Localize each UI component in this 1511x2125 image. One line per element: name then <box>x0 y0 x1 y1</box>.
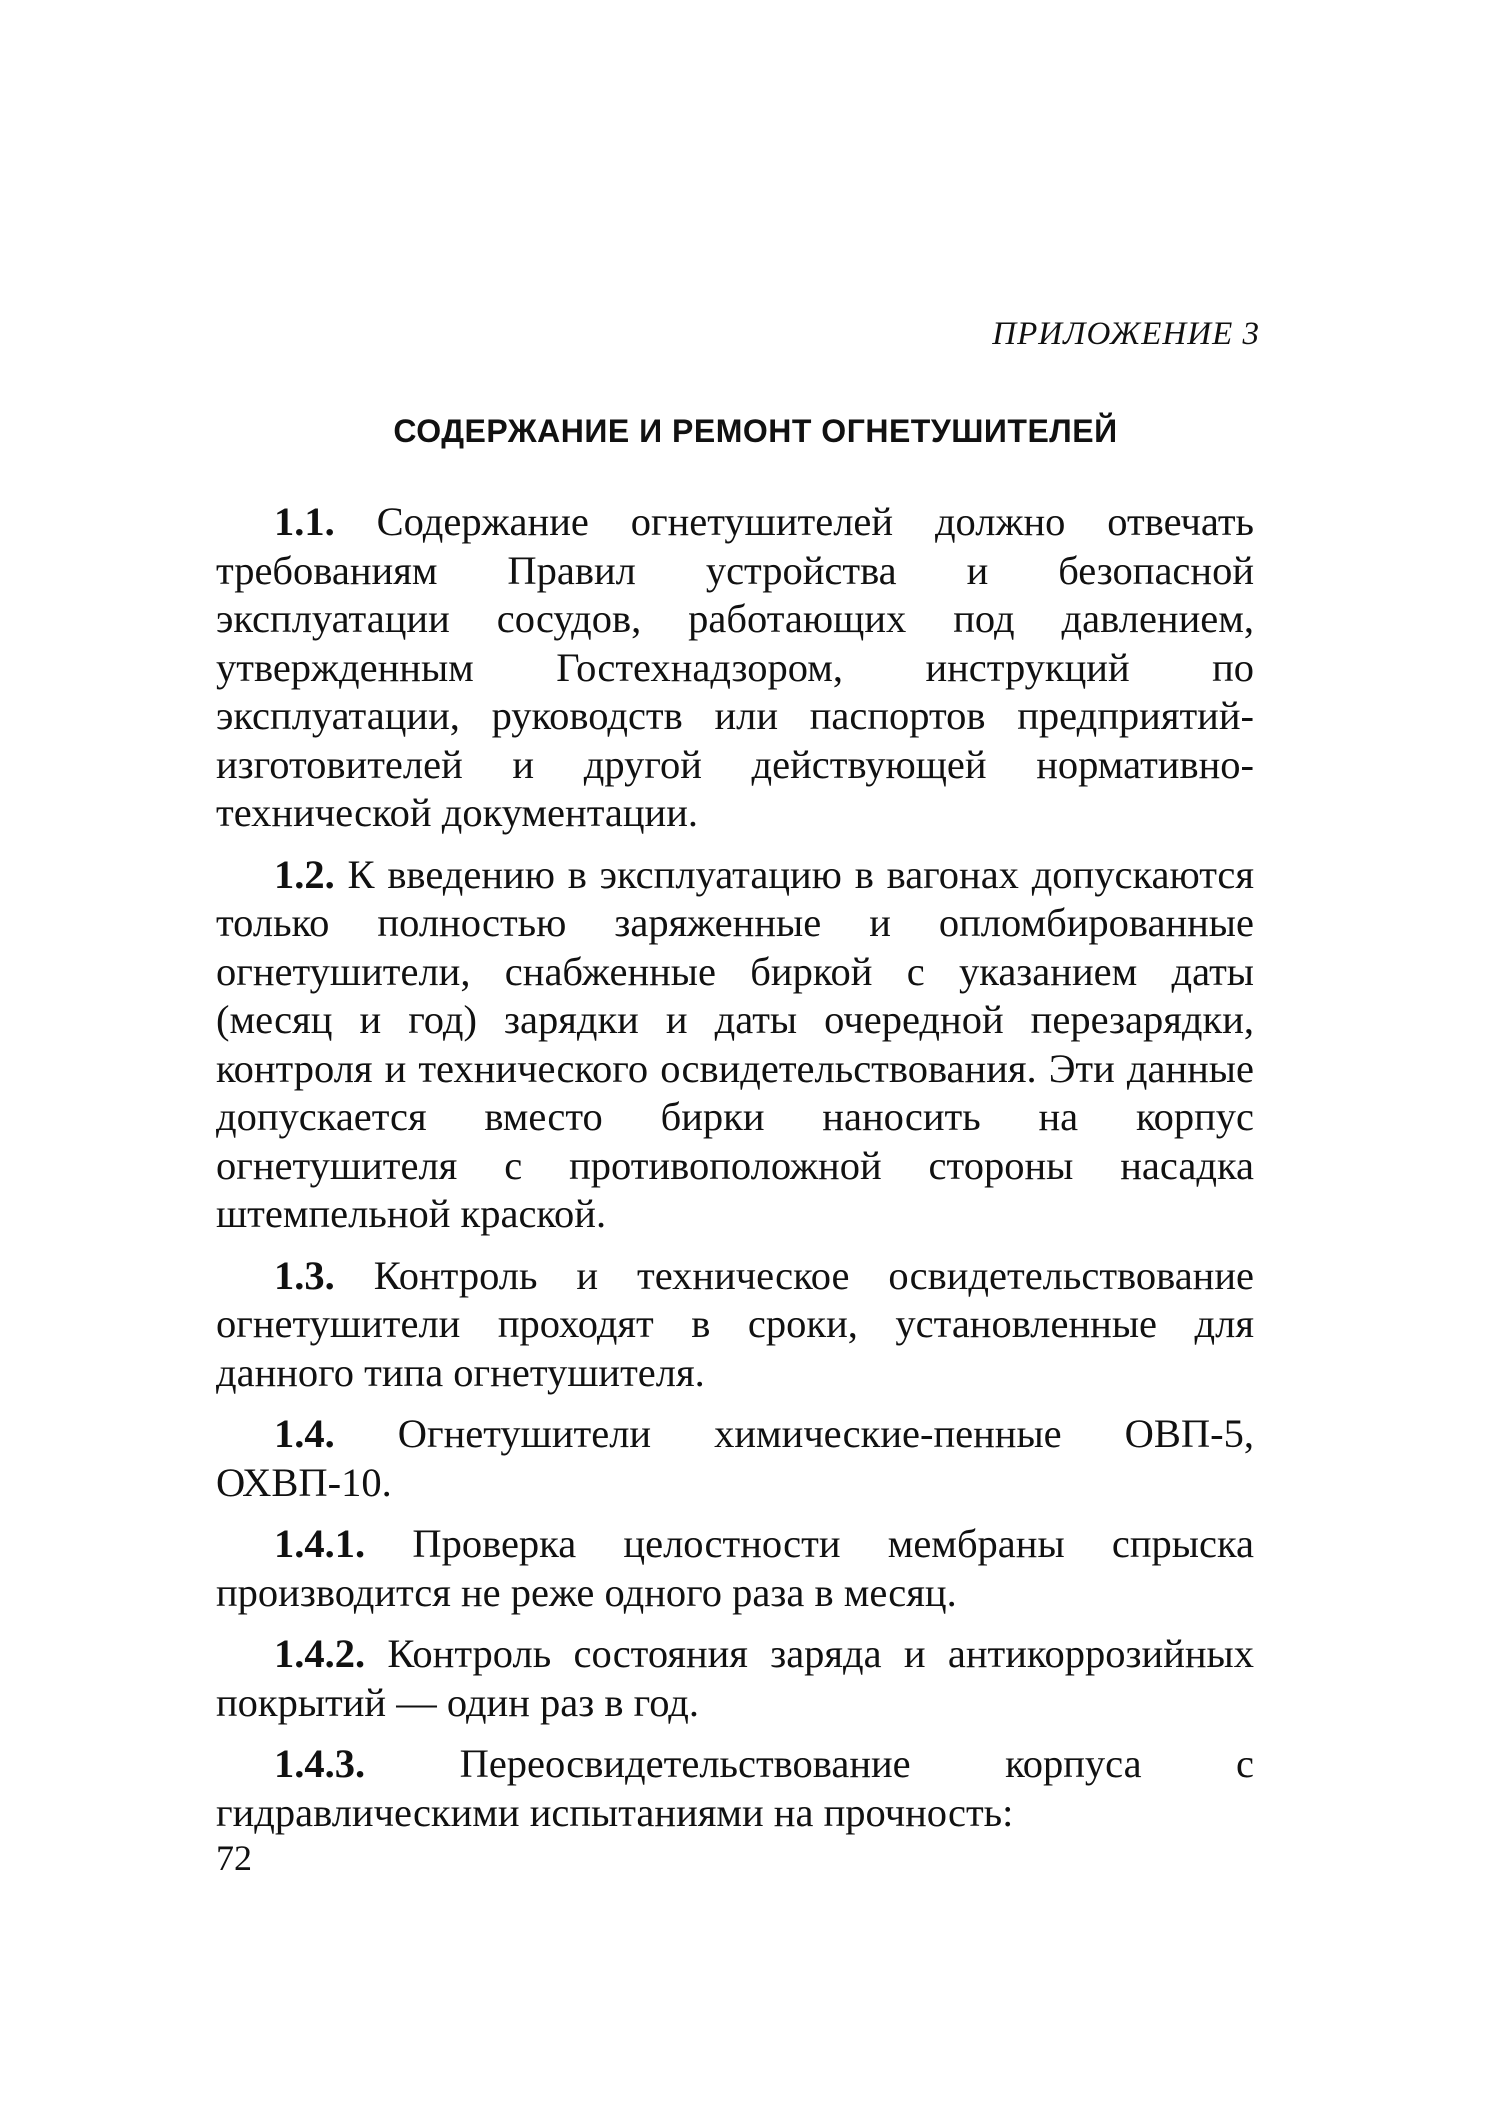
paragraph-text: Контроль и техническое освидетельствование огнетушители проходят в сроки, установленные для данного типа огнетушителя. <box>216 1252 1255 1395</box>
body-text <box>216 498 1254 1850</box>
paragraph-number: 1.2. <box>274 851 335 897</box>
paragraph-text: Переосвидетельствование корпуса с гидравлическими испытаниями на прочность: <box>216 1741 1255 1835</box>
paragraph-text: Проверка целостности мембраны спрыска производится не реже одного раза в месяц. <box>216 1521 1254 1615</box>
section-heading: СОДЕРЖАНИЕ И РЕМОНТ ОГНЕТУШИТЕЛЕЙ <box>393 413 1118 449</box>
paragraph-number: 1.4.2. <box>274 1631 366 1676</box>
paragraph-1-4 <box>216 1410 1254 1507</box>
paragraph-number: 1.4.1. <box>274 1521 366 1566</box>
paragraph-text: Содержание огнетушителей должно отвечать требованиям Правил устройства и безопасной эксплуатации сосудов, работающих под давлением, утвержденным Гостехнадзором, инструкций по эксплуатации, руководств или паспортов предприятий-изготовителей и другой действующей нормативно-технической документации. <box>216 499 1255 835</box>
page-number: 72 <box>216 1838 252 1878</box>
paragraph-text: Контроль состояния заряда и антикоррозийных покрытий — один раз в год. <box>216 1631 1255 1725</box>
paragraph-number: 1.1. <box>274 499 335 544</box>
paragraph-1-4-1 <box>216 1520 1254 1617</box>
paragraph-1-1 <box>216 498 1254 838</box>
paragraph-number: 1.4.3. <box>274 1741 366 1786</box>
paragraph-number: 1.3. <box>274 1252 335 1298</box>
paragraph-1-4-3 <box>216 1740 1254 1837</box>
appendix-label: ПРИЛОЖЕНИЕ 3 <box>992 316 1260 352</box>
paragraph-text: К введению в эксплуатацию в вагонах допускаются только полностью заряженные и опломбированные огнетушители, снабженные биркой с указанием даты (месяц и год) зарядки и даты очередной перезарядки, контроля и технического освидетельствования. Эти данные допускается вместо бирки наносить на корпус огнетушителя с противоположной стороны насадка штемпельной краской. <box>216 851 1255 1236</box>
paragraph-text: Огнетушители химические-пенные ОВП-5, ОХВП-10. <box>216 1411 1255 1505</box>
paragraph-number: 1.4. <box>274 1411 335 1456</box>
paragraph-1-3 <box>216 1252 1254 1398</box>
paragraph-1-2 <box>216 851 1254 1239</box>
paragraph-1-4-2 <box>216 1630 1254 1727</box>
